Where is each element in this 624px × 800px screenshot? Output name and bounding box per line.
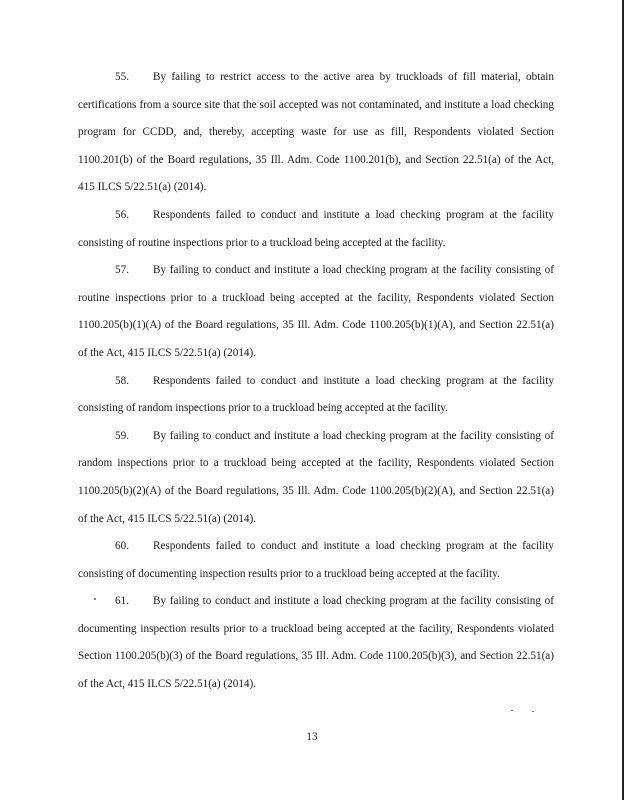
paragraph-number: 56. (115, 208, 129, 221)
paragraph-number: 61. (115, 595, 129, 608)
paragraph-text: Respondents failed to conduct and institute a load checking program at the facility consisting of documenting inspection results prior to a truckload being accepted at the facility. (78, 540, 554, 580)
paragraph-text: Respondents failed to conduct and institute a load checking program at the facility consisting of routine inspections prior to a truckload being accepted at the facility. (78, 208, 554, 249)
paragraph-text: Respondents failed to conduct and institute a load checking program at the facility consisting of random inspections prior to a truckload being accepted at the facility. (78, 374, 554, 415)
paragraph-57 (78, 257, 554, 367)
scan-speck (511, 710, 513, 711)
paragraph-number: 60. (115, 540, 129, 553)
paragraph-number: 58. (115, 374, 129, 387)
paragraph-55 (78, 64, 554, 202)
paragraph-number: 57. (115, 264, 129, 277)
paragraph-text: By failing to conduct and institute a load checking program at the facility consisting of routine inspections prior to a truckload being accepted at the facility, Respondents violated Section 1100.205(b)(1)(A) of the Board regulations, 35 Ill. Adm. Code 1100.205(b)(1)(A), and Section 22.51(a) of the Act, 415 ILCS 5/22.51(a) (2014). (78, 264, 554, 359)
paragraph-60 (78, 533, 554, 588)
paragraph-56 (78, 202, 554, 257)
paragraph-61 (78, 588, 554, 698)
paragraph-text: By failing to restrict access to the active area by truckloads of fill material, obtain certifications from a source site that the soil accepted was not contaminated, and institute a load checking program for CCDD, and, thereby, accepting waste for use as fill, Respondents violated Section 1100.201(b) of the Board regulations, 35 Ill. Adm. Code 1100.201(b), and Section 22.51(a) of the Act, 415 ILCS 5/22.51(a) (2014). (78, 71, 554, 194)
paragraph-text: By failing to conduct and institute a load checking program at the facility consisting of random inspections prior to a truckload being accepted at the facility, Respondents violated Section 1100.205(b)(2)(A) of the Board regulations, 35 Ill. Adm. Code 1100.205(b)(2)(A), and Section 22.51(a) of the Act, 415 ILCS 5/22.51(a) (2014). (78, 429, 554, 525)
scan-speck (94, 598, 96, 600)
paragraph-text: By failing to conduct and institute a load checking program at the facility consisting of documenting inspection results prior to a truckload being accepted at the facility, Respondents violated Section 1100.205(b)(3) of the Board regulations, 35 Ill. Adm. Code 1100.205(b)(3), and Section 22.51(a) of the Act, 415 ILCS 5/22.51(a) (2014). (78, 595, 554, 691)
scan-speck (532, 711, 534, 712)
paragraph-59 (78, 423, 554, 533)
paragraph-number: 59. (115, 429, 129, 442)
paragraph-58 (78, 368, 554, 423)
paragraph-number: 55. (115, 71, 129, 83)
document-body (78, 64, 554, 699)
page-number: 13 (306, 731, 318, 743)
